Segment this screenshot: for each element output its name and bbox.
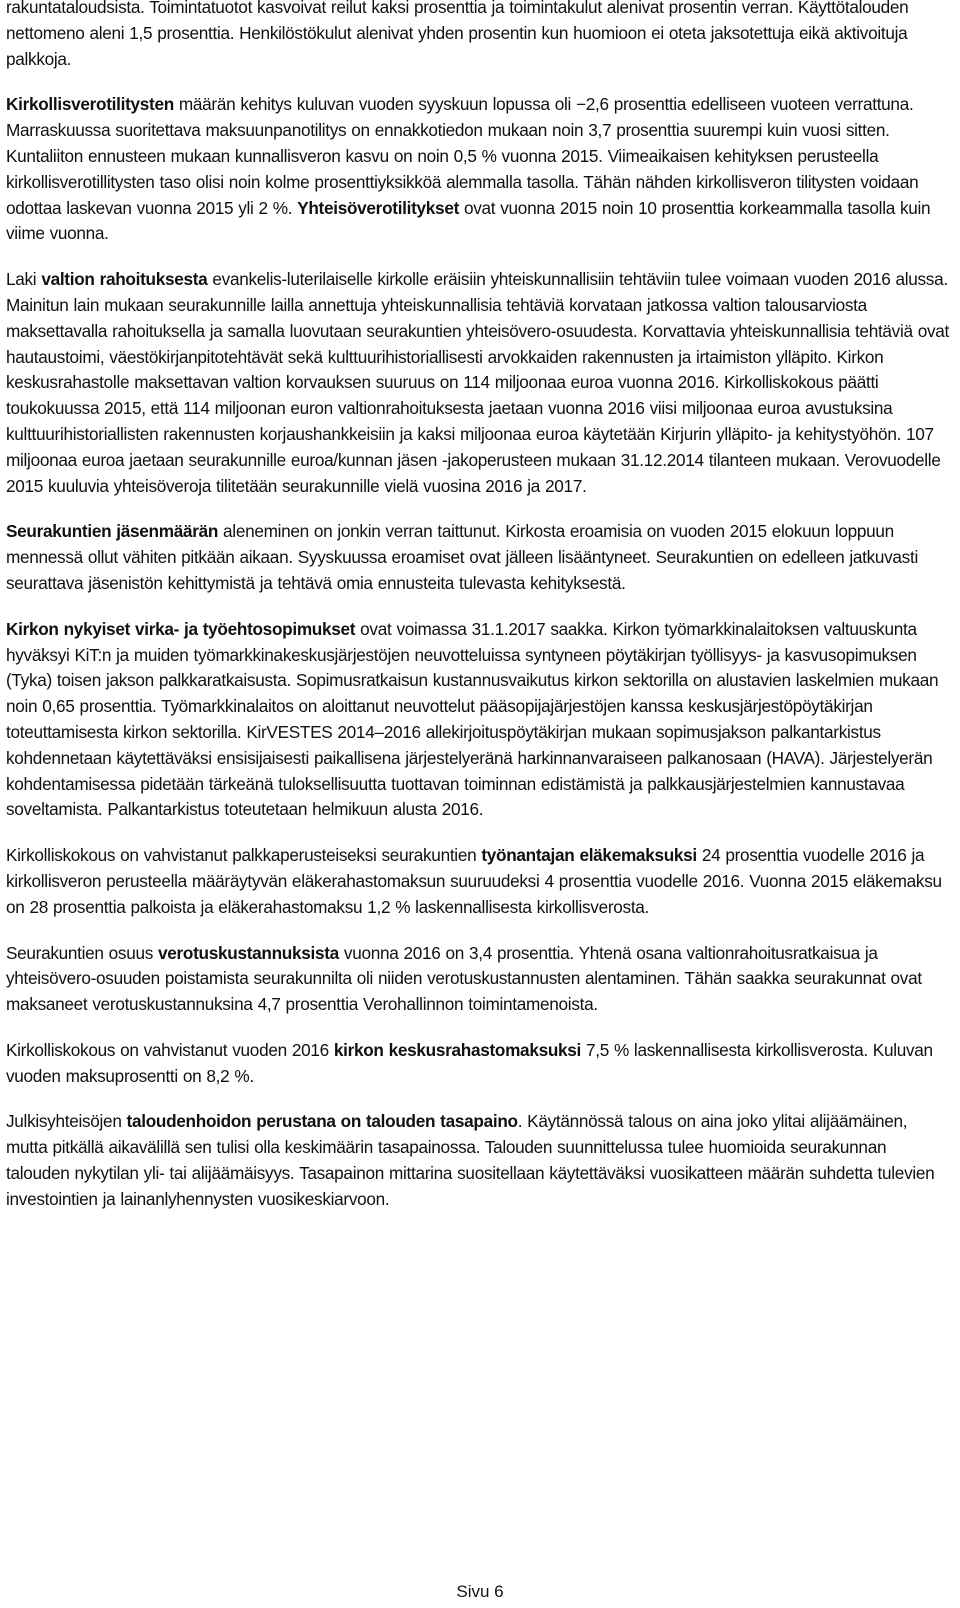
text-run: ovat vuonna 2015 noin 10 prosenttia korkeammalla tasolla kuin viime vuonna. [6, 197, 931, 244]
text-run: 7,5 % laskennallisesta kirkollisverosta. Kuluvan vuoden maksuprosentti on 8,2 %. [6, 1039, 933, 1086]
text-run: vuonna 2016 on 3,4 prosenttia. Yhtenä osana valtionrahoitusratkaisua ja yhteisövero-osuuden poistamista seurakunnilta oli niiden verotuskustannusten alentaminen. Tähän saakka seurakunnat ovat maksaneet verotuskustannuksina 4,7 prosenttia Verohallinnon toimintamenoista. [6, 942, 922, 1015]
bold-term: taloudenhoidon perustana on talouden tasapaino [126, 1111, 518, 1132]
paragraph [6, 1109, 950, 1212]
paragraph [6, 843, 950, 920]
text-run: 24 prosenttia vuodelle 2016 ja kirkollisveron perusteella määräytyvän eläkerahastomaksun suuruudeksi 4 prosenttia vuodelle 2016. Vuonna 2015 eläkemaksu on 28 prosenttia palkoista ja eläkerahastomaksu 1,2 % laskennallisesta kirkollisverosta. [6, 845, 942, 917]
text-run: Kirkolliskokous on vahvistanut vuoden 2016 [6, 1039, 334, 1060]
bold-term: Kirkollisverotilitysten [6, 94, 174, 115]
paragraph [6, 1038, 950, 1090]
text-run: aleneminen on jonkin verran taittunut. Kirkosta eroamisia on vuoden 2015 elokuun loppuun mennessä ollut vähiten pitkään aikaan. Syyskuussa eroamiset ovat jälleen lisääntyneet. Seurakuntien on edelleen jatkuvasti seurattava jäsenistön kehittymistä ja tehtävä omia ennusteita tulevasta kehityksestä. [6, 521, 918, 593]
text-run: Seurakuntien osuus [6, 942, 159, 963]
bold-term: verotuskustannuksista [158, 942, 339, 963]
paragraph [6, 941, 950, 1018]
paragraph [6, 519, 950, 596]
text-run: Julkisyhteisöjen [6, 1111, 127, 1132]
text-run: ovat voimassa 31.1.2017 saakka. Kirkon työmarkkinalaitoksen valtuuskunta hyväksyi KiT:n ja muiden työmarkkinakeskusjärjestöjen neuvotteluissa syntyneen pöytäkirjan työllisyys- ja kasvusopimuksen (Tyka) toisen jakson palkkaratkaisusta. Sopimusratkaisun kustannusvaikutus kirkon sektorilla on alustavien laskelmien mukaan noin 0,65 prosenttia. Työmarkkinalaitos on aloittanut neuvottelut pääsopijajärjestöjen kanssa keskusjärjestöpöytäkirjan toteuttamisesta kirkon sektorilla. KirVESTES 2014–2016 allekirjoituspöytäkirjan mukaan sopimusjakson palkantarkistus kohdennetaan käytettäväksi ensisijaisesti paikallisena järjestelyeränä harkinnanvaraiseen palkanosaan (HAVA). Järjestelyerän kohdentamisessa pidetään tärkeänä tuloksellisuutta tuottavan toiminnan edistämistä ja palkkausjärjestelmien kannustavaa soveltamista. Palkantarkistus toteutetaan helmikuun alusta 2016. [6, 618, 939, 820]
text-run: rakuntataloudsista. Toimintatuotot kasvoivat reilut kaksi prosenttia ja toimintakulut alenivat prosentin verran. Käyttötalouden nettomeno aleni 1,5 prosenttia. Henkilöstökulut alenivat yhden prosentin kun huomioon ei oteta jaksotettuja eikä aktivoituja palkkoja. [6, 0, 909, 69]
bold-term: Yhteisöverotilitykset [297, 197, 460, 218]
text-run: Kirkolliskokous on vahvistanut palkkaperusteiseksi seurakuntien [6, 845, 482, 866]
bold-term: Seurakuntien jäsenmäärän [6, 521, 219, 542]
bold-term: kirkon keskusrahastomaksuksi [333, 1039, 582, 1060]
paragraph [6, 0, 950, 72]
text-run: evankelis-luterilaiselle kirkolle eräisiin yhteiskunnallisiin tehtäviin tulee voimaan vuoden 2016 alussa. Mainitun lain mukaan seurakunnille lailla annettuja yhteiskunnallisia tehtäviä korvataan jatkossa valtion talousarviosta maksettavalla rahoituksella ja samalla luovutaan seurakuntien yhteisövero-osuudesta. Korvattavia yhteiskunnallisia tehtäviä ovat hautaustoimi, väestökirjanpitotehtävät sekä kulttuurihistoriallisesti arvokkaiden rakennusten ja irtaimiston ylläpito. Kirkon keskusrahastolle maksettavan valtion korvauksen suuruus on 114 miljoonaa euroa vuonna 2016. Kirkolliskokous päätti toukokuussa 2015, että 114 miljoonan euron valtionrahoituksesta jaetaan vuonna 2016 viisi miljoonaa euroa avustuksina kulttuurihistoriallisten rakennusten korjaushankkeisiin ja kaksi miljoonaa euroa käytetään Kirjurin ylläpito- ja kehitystyöhön. 107 miljoonaa euroa jaetaan seurakunnille euroa/kunnan jäsen -jakoperusteen mukaan 31.12.2014 tilanteen mukaan. Verovuodelle 2015 kuuluvia yhteisöveroja tilitetään seurakunnille vielä vuosina 2016 ja 2017. [6, 269, 950, 496]
bold-term: Kirkon nykyiset virka- ja työehtosopimukset [6, 618, 356, 639]
bold-term: työnantajan eläkemaksuksi [481, 845, 697, 866]
document-body [6, 0, 950, 1213]
page-number: Sivu 6 [456, 1582, 504, 1601]
paragraph [6, 267, 950, 499]
text-run: määrän kehitys kuluvan vuoden syyskuun lopussa oli −2,6 prosenttia edelliseen vuoteen verrattuna. Marraskuussa suoritettava maksuunpanotilitys on ennakkotiedon mukaan noin 3,7 prosenttia suurempi kuin vuosi sitten. Kuntaliiton ennusteen mukaan kunnallisveron kasvu on noin 0,5 % vuonna 2015. Viimeaikaisen kehityksen perusteella kirkollisverotillitysten taso olisi noin kolme prosenttiyksikköä alemmalla tasolla. Tähän nähden kirkollisveron tilitysten voidaan odottaa laskevan vuonna 2015 yli 2 %. [6, 94, 919, 218]
text-run: Laki [6, 269, 42, 290]
paragraph [6, 92, 950, 247]
bold-term: valtion rahoituksesta [41, 269, 208, 290]
paragraph [6, 617, 950, 823]
text-run: . Käytännössä talous on aina joko ylitai alijäämäinen, mutta pitkällä aikavälillä sen tulisi olla keskimäärin tasapainossa. Talouden suunnittelussa tulee huomioida seurakunnan talouden nykytilan yli- tai alijäämäisyys. Tasapainon mittarina suositellaan käytettäväksi vuosikatteen määrän suhdetta tulevien investointien ja lainanlyhennysten vuosikeskiarvoon. [6, 1111, 935, 1209]
